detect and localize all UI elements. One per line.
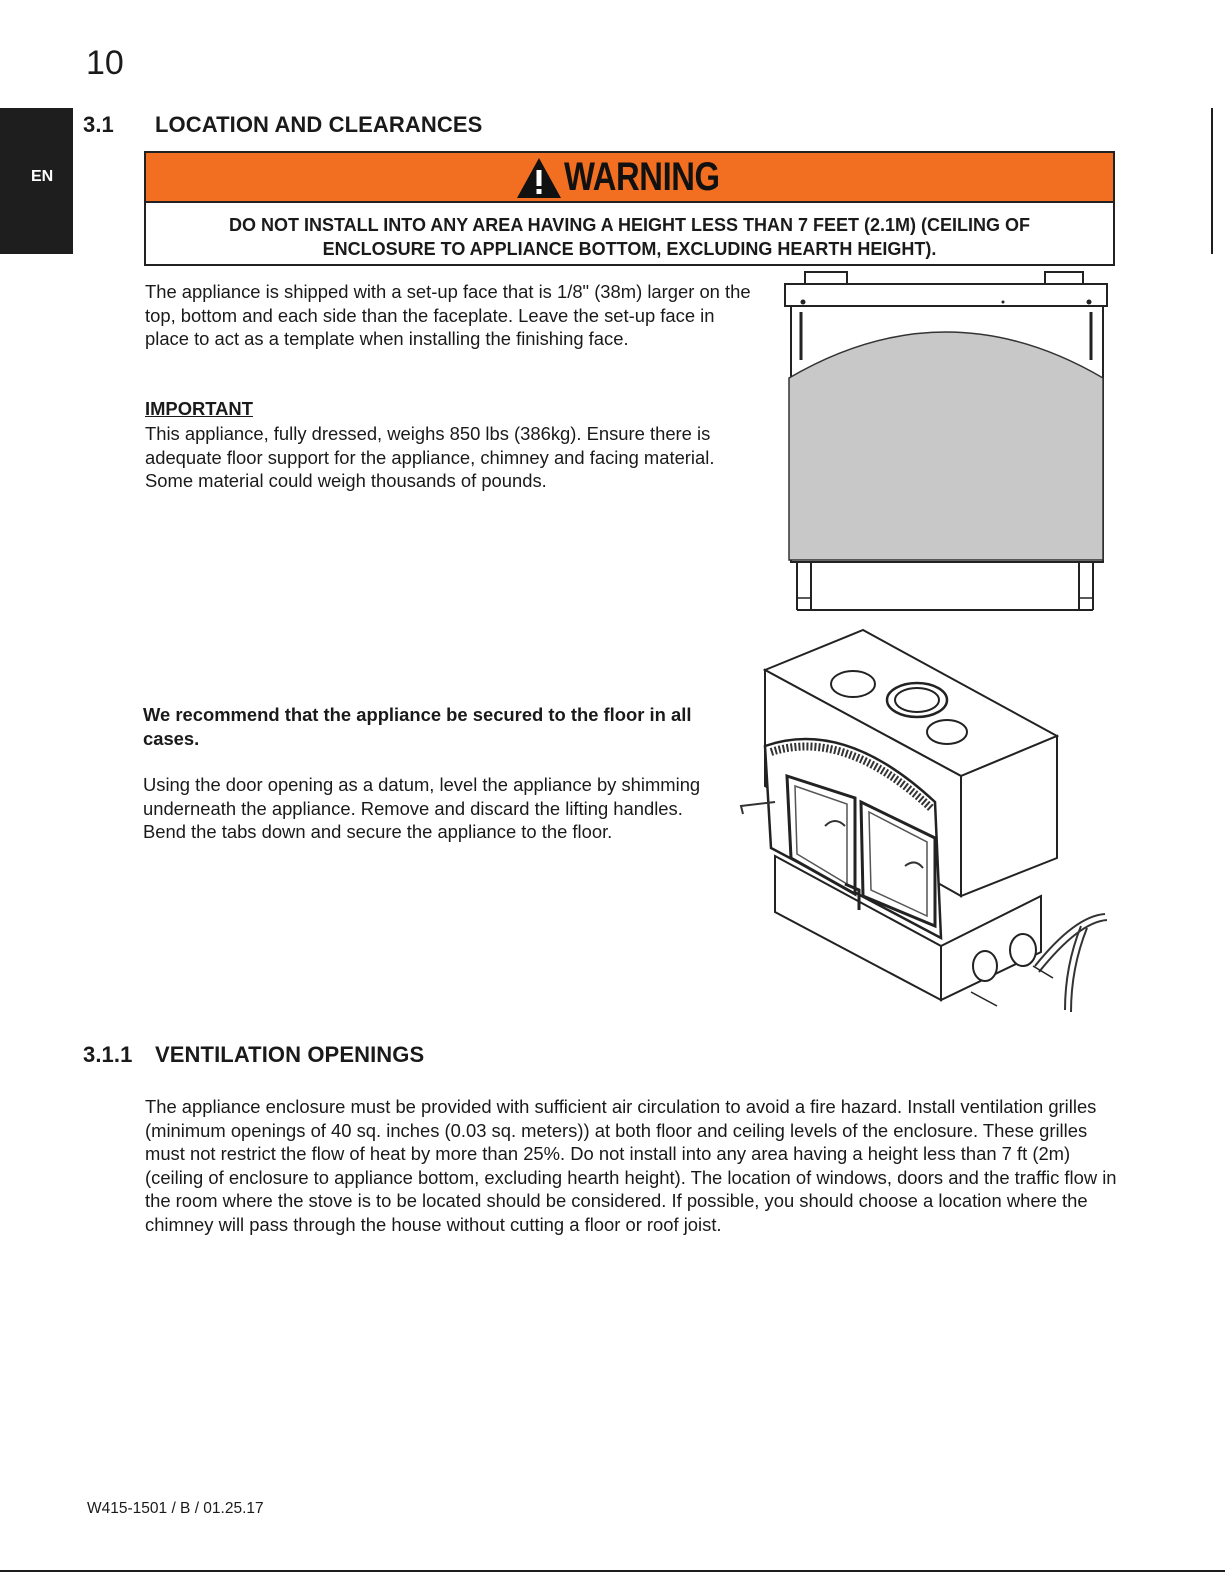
document-footer-code: W415-1501 / B / 01.25.17: [87, 1500, 264, 1517]
ventilation-paragraph: The appliance enclosure must be provided with sufficient air circulation to avoid a fire hazard. Install ventilation grilles (minimum openings of 40 sq. inches (0.03 sq. meters)) at both floor and ceiling levels of the enclosure. These grilles must not restrict the flow of heat by more than 25%. Do not install into any area having a height less than 7 ft (2m) (ceiling of enclosure to appliance bottom, excluding hearth height). The location of windows, doors and the traffic flow in the room where the stove is to be located should be considered. If possible, you should choose a location where the chimney will pass through the house without cutting a floor or roof joist.: [145, 1096, 1117, 1235]
recommendation-paragraph: We recommend that the appliance be secured to the floor in all cases.: [143, 704, 692, 749]
section-heading-ventilation-openings: [83, 1042, 424, 1068]
datum-paragraph: Using the door opening as a datum, level the appliance by shimming underneath the appliance. Remove and discard the lifting handles. Bend the tabs down and secure the appliance to the floor.: [143, 774, 701, 842]
section-number: 3.1: [83, 112, 114, 137]
intro-paragraph: The appliance is shipped with a set-up face that is 1/8" (38m) larger on the top, bottom and each side than the faceplate. Leave the set-up face in place to act as a template when installing the finishing face.: [145, 281, 751, 349]
warning-triangle-icon: [516, 157, 562, 199]
section-heading-location-clearances: [83, 112, 482, 138]
warning-banner: [146, 153, 1113, 203]
important-paragraph: This appliance, fully dressed, weighs 850 lbs (386kg). Ensure there is adequate floor support for the appliance, chimney and facing material. Some material could weigh thousands of pounds.: [145, 423, 715, 491]
right-edge-mark: [1211, 108, 1213, 254]
section-title: VENTILATION OPENINGS: [155, 1042, 425, 1067]
warning-text: DO NOT INSTALL INTO ANY AREA HAVING A HEIGHT LESS THAN 7 FEET (2.1M) (CEILING OF ENCLOSURE TO APPLIANCE BOTTOM, EXCLUDING HEARTH HEIGHT).: [228, 215, 1031, 259]
page-number: 10: [86, 44, 124, 82]
warning-box: [144, 151, 1115, 266]
language-tab: [0, 108, 73, 254]
section-number: 3.1.1: [83, 1042, 133, 1067]
appliance-isometric-illustration: [735, 626, 1115, 1026]
warning-label: WARNING: [563, 154, 720, 199]
bottom-rule: [0, 1570, 1225, 1572]
language-tab-label: EN: [31, 168, 54, 185]
important-heading: IMPORTANT: [145, 398, 253, 419]
section-title: LOCATION AND CLEARANCES: [155, 112, 483, 137]
appliance-front-view-illustration: [783, 268, 1111, 616]
